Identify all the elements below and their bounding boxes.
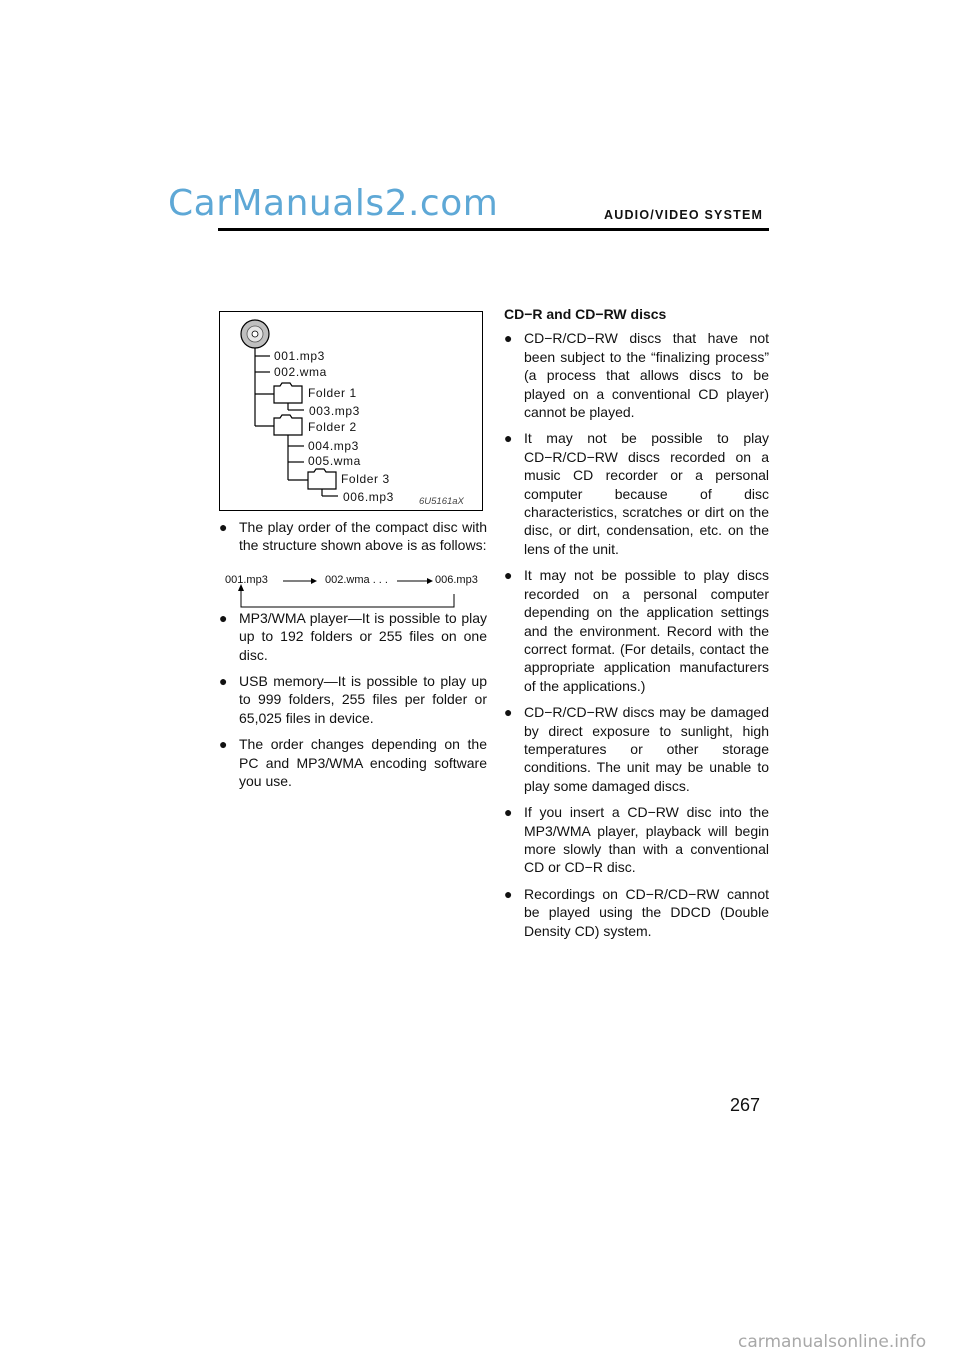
left-column bbox=[219, 518, 487, 798]
bullet-icon: ● bbox=[504, 430, 513, 447]
bullet-text: CD−R/CD−RW discs may be damaged by direct exposure to sunlight, high temperatures or other storage conditions. The unit may be unable to play some damaged discs. bbox=[524, 704, 769, 794]
flow-first-file: 001.mp3 bbox=[225, 574, 268, 586]
tree-folder: Folder 3 bbox=[341, 472, 390, 486]
play-order-flow bbox=[219, 574, 487, 614]
bullet-icon: ● bbox=[504, 704, 513, 721]
list-item bbox=[504, 803, 769, 877]
page-number: 267 bbox=[730, 1095, 761, 1115]
tree-item: 004.mp3 bbox=[308, 439, 359, 453]
carmanualsonline-watermark: carmanualsonline.info bbox=[738, 1332, 927, 1352]
folder-1-icon bbox=[274, 383, 302, 403]
disc-icon bbox=[241, 320, 269, 348]
bullet-icon: ● bbox=[504, 885, 513, 902]
tree-item: 001.mp3 bbox=[274, 349, 325, 363]
list-item bbox=[504, 329, 769, 421]
section-heading: CD−R and CD−RW discs bbox=[504, 306, 667, 322]
bullet-text: If you insert a CD−RW disc into the MP3/WMA player, playback will begin more slowly than with a conventional CD or CD−R disc. bbox=[524, 804, 769, 876]
list-item bbox=[504, 885, 769, 940]
list-item bbox=[219, 672, 487, 727]
bullet-text: It may not be possible to play CD−R/CD−RW discs recorded on a music CD recorder or a personal computer because of disc characteristics, scratches or dirt on the disc, or dirt, condensation, etc. on the lens of the unit. bbox=[524, 430, 769, 557]
bullet-icon: ● bbox=[219, 736, 228, 753]
bullet-icon: ● bbox=[219, 609, 228, 626]
list-item bbox=[504, 429, 769, 558]
folder-3-icon bbox=[308, 469, 336, 489]
right-column bbox=[504, 305, 769, 948]
list-item bbox=[219, 518, 487, 555]
bullet-icon: ● bbox=[504, 330, 513, 347]
tree-item: 003.mp3 bbox=[309, 404, 360, 418]
flow-middle-files: 002.wma . . . bbox=[325, 574, 388, 586]
bullet-text: Recordings on CD−R/CD−RW cannot be played using the DDCD (Double Density CD) system. bbox=[524, 885, 769, 939]
bullet-icon: ● bbox=[504, 567, 513, 584]
bullet-text: It may not be possible to play discs recorded on a personal computer depending on the application settings and the environment. Record with the correct format. (For details, contact the appropriate application manufacturers of the applications.) bbox=[524, 567, 769, 694]
list-item bbox=[219, 735, 487, 790]
bullet-icon: ● bbox=[219, 519, 228, 535]
figure-code: 6U5161aX bbox=[419, 496, 464, 507]
tree-item: 006.mp3 bbox=[343, 490, 394, 504]
bullet-text: CD−R/CD−RW discs that have not been subject to the “finalizing process” (a process that allows discs to be played on a conventional CD player) cannot be played. bbox=[524, 330, 769, 421]
list-item bbox=[504, 566, 769, 695]
folder-structure-diagram bbox=[219, 311, 483, 511]
tree-item: 002.wma bbox=[274, 365, 327, 379]
bullet-text: The order changes depending on the PC and MP3/WMA encoding software you use. bbox=[239, 736, 487, 790]
bullet-icon: ● bbox=[504, 804, 513, 821]
flow-last-file: 006.mp3 bbox=[435, 574, 478, 586]
bullet-icon: ● bbox=[219, 673, 228, 690]
bullet-text: MP3/WMA player—It is possible to play up to 192 folders or 255 files on one disc. bbox=[239, 609, 487, 663]
play-order-intro: The play order of the compact disc with the structure shown above is as follows: bbox=[239, 519, 487, 554]
carmanuals-watermark: CarManuals2.com bbox=[168, 183, 499, 224]
list-item bbox=[504, 703, 769, 795]
tree-folder: Folder 1 bbox=[308, 386, 357, 400]
tree-folder: Folder 2 bbox=[308, 420, 357, 434]
list-item bbox=[219, 609, 487, 664]
bullet-text: USB memory—It is possible to play up to 999 folders, 255 files per folder or 65,025 files in device. bbox=[239, 673, 487, 726]
header-rule bbox=[218, 228, 769, 231]
tree-item: 005.wma bbox=[308, 454, 361, 468]
section-title: AUDIO/VIDEO SYSTEM bbox=[604, 208, 764, 222]
folder-2-icon bbox=[274, 415, 302, 435]
